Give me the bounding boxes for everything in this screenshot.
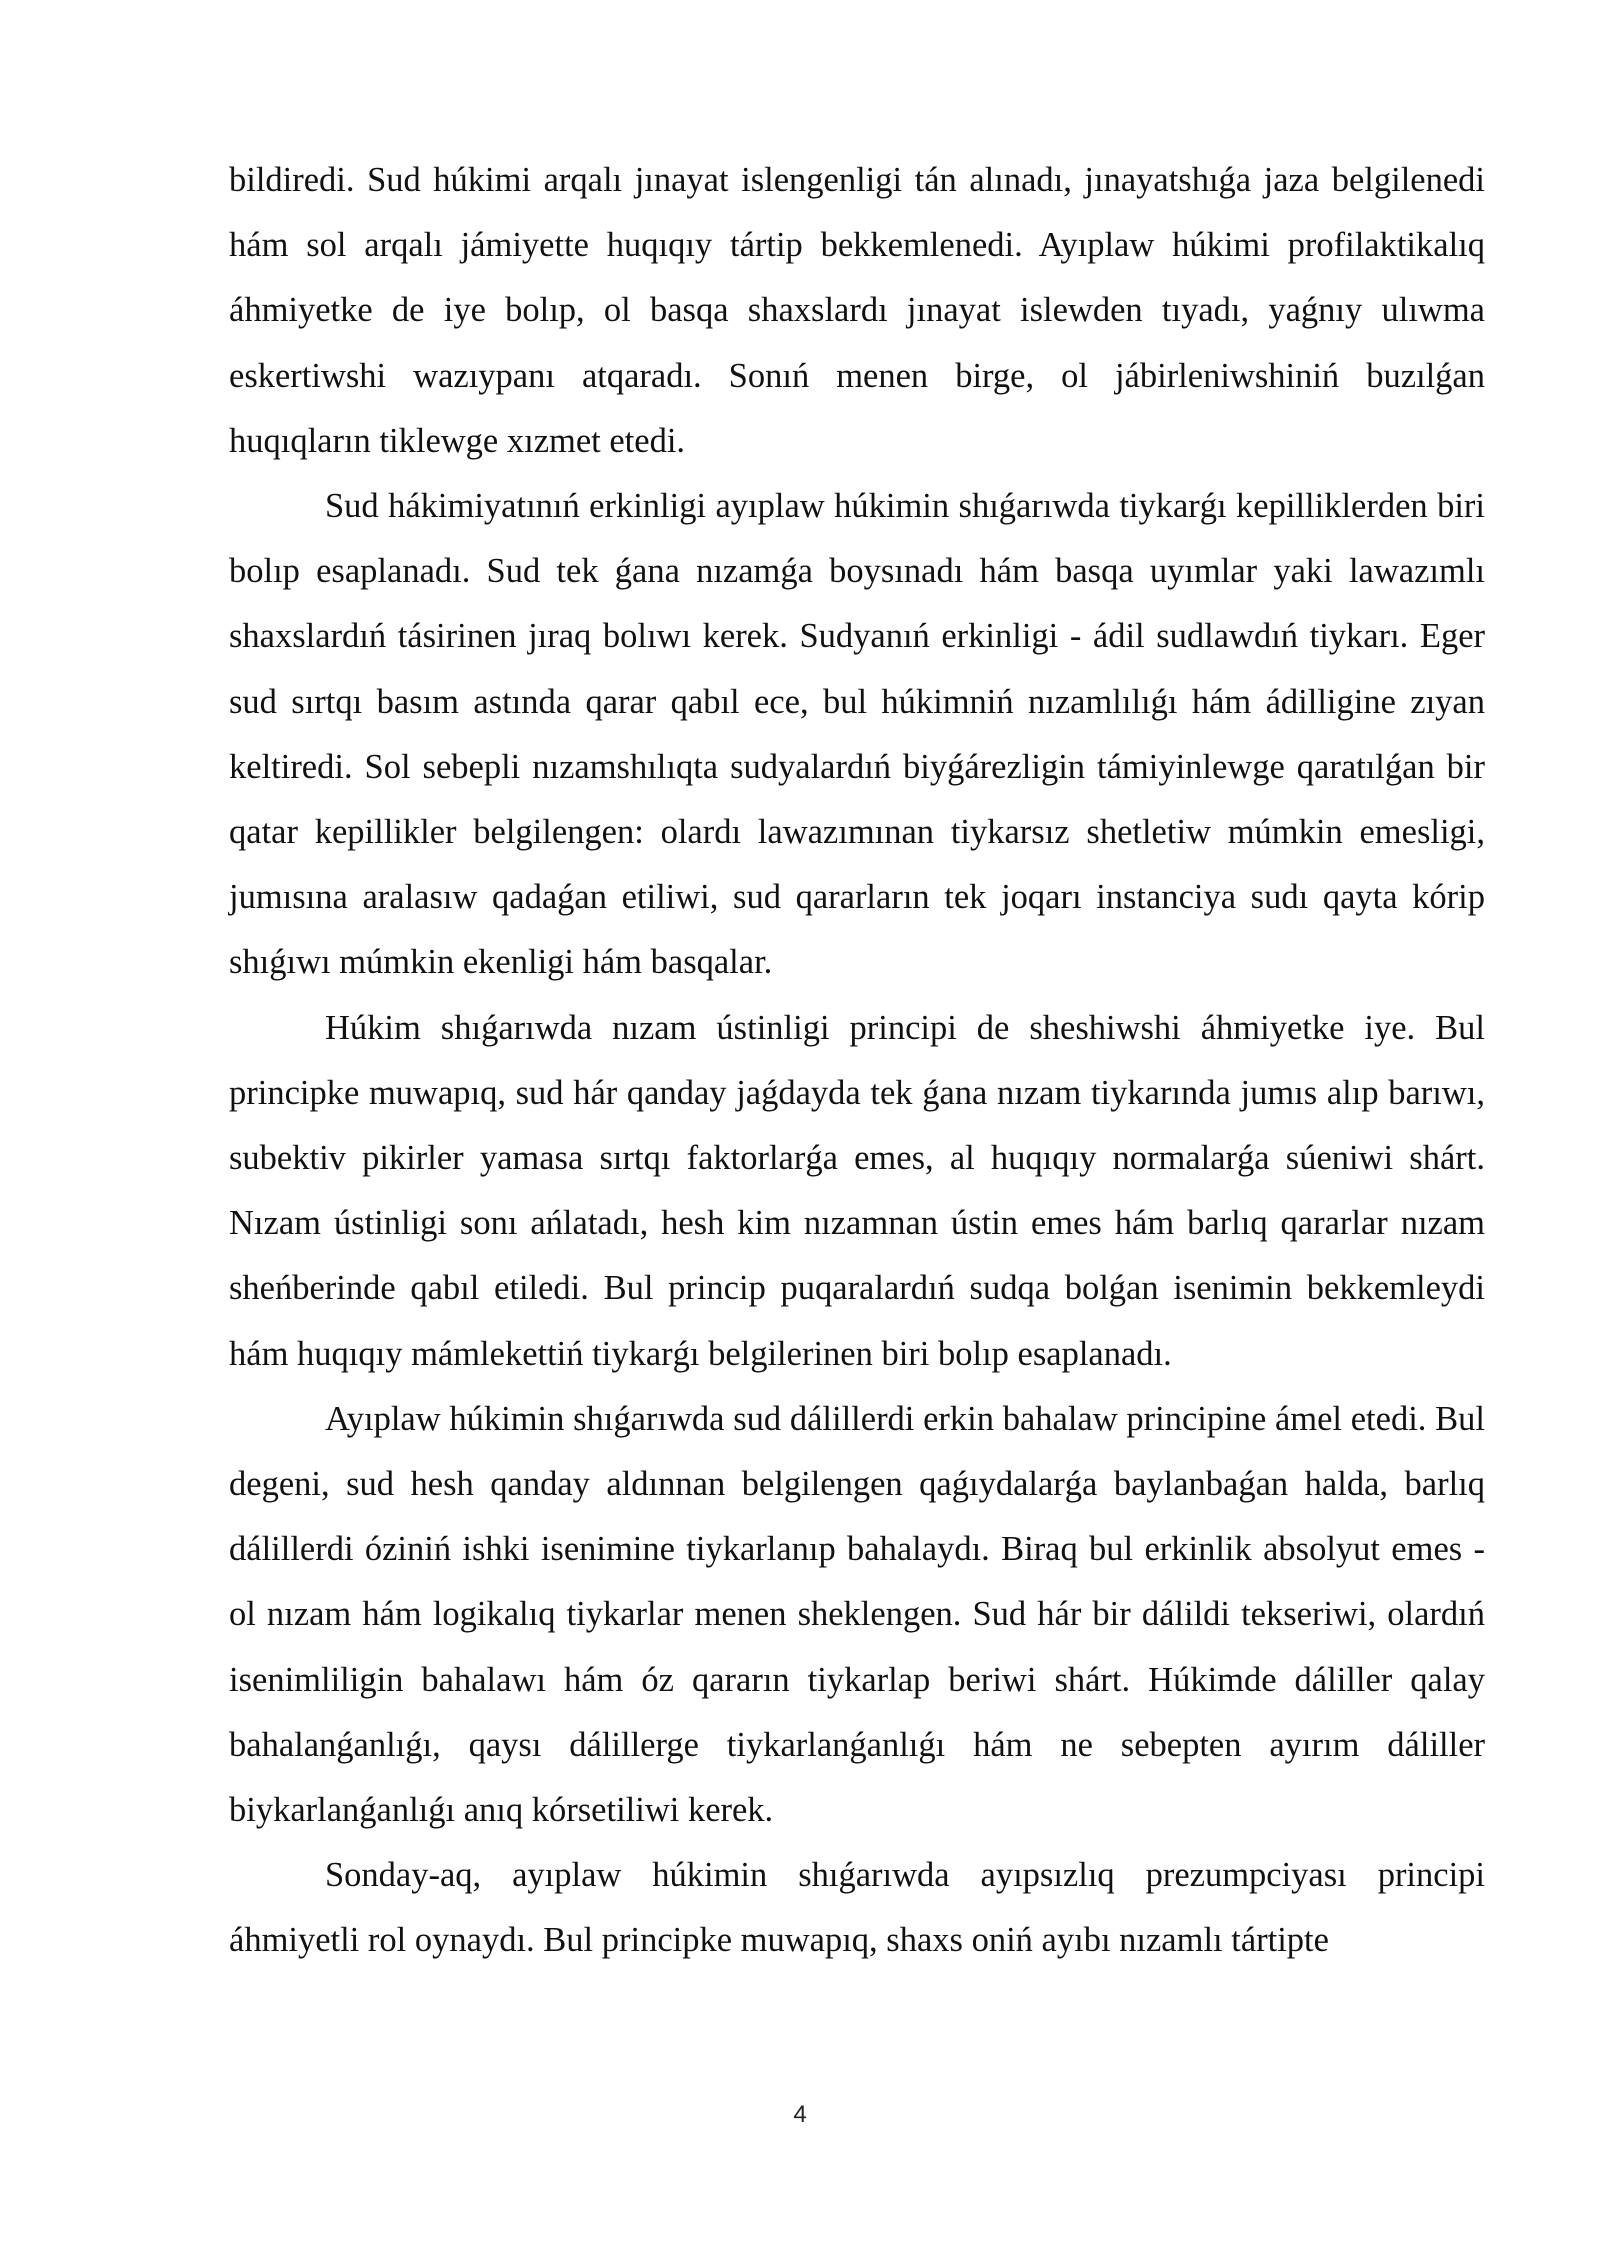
paragraph-presumption-of-innocence: Sonday-aq, ayıplaw húkimin shıǵarıwda ayıpsızlıq prezumpciyası principi áhmiyetli rol oynaydı. Bul principke muwapıq, shaxs oniń ayıbı nızamlı tártipte xyxy=(229,1856,1485,1960)
paragraph-judicial-independence: Sud hákimiyatınıń erkinligi ayıplaw húkimin shıǵarıwda tiykarǵı kepilliklerden biri bolıp esaplanadı. Sud tek ǵana nızamǵa boysınadı hám basqa uyımlar yaki lawazımlı shaxslardıń tásirinen jıraq bolıwı kerek. Sudyanıń erkinligi - ádil sudlawdıń tiykarı. Eger sud sırtqı basım astında qarar qabıl ece, bul húkimniń nızamlılıǵı hám ádilligine zıyan keltiredi. Sol sebepli nızamshılıqta sudyalardıń biyǵárezligin támiyinlewge qaratılǵan bir qatar kepillikler belgilengen: olardı lawazımınan tiykarsız shetletiw múmkin emesligi, jumısına aralasıw qadaǵan etiliwi, sud qararların tek joqarı instanciya sudı qayta kórip shıǵıwı múmkin ekenligi hám basqalar. xyxy=(229,487,1485,982)
paragraph-rule-of-law: Húkim shıǵarıwda nızam ústinligi principi de sheshiwshi áhmiyetke iye. Bul principke muwapıq, sud hár qanday jaǵdayda tek ǵana nızam tiykarında jumıs alıp barıwı, subektiv pikirler yamasa sırtqı faktorlarǵa emes, al huqıqıy normalarǵa súeniwi shárt. Nızam ústinligi sonı ańlatadı, hesh kim nızamnan ústin emes hám barlıq qararlar nızam sheńberinde qabıl etiledi. Bul princip puqaralardıń sudqa bolǵan isenimin bekkemleydi hám huqıqıy mámlekettiń tiykarǵı belgilerinen biri bolıp esaplanadı. xyxy=(229,1008,1485,1373)
paragraph-evidence-evaluation: Ayıplaw húkimin shıǵarıwda sud dálillerdi erkin bahalaw principine ámel etedi. Bul degeni, sud hesh qanday aldınnan belgilengen qaǵıydalarǵa baylanbaǵan halda, barlıq dálillerdi óziniń ishki isenimine tiykarlanıp bahalaydı. Biraq bul erkinlik absolyut emes - ol nızam hám logikalıq tiykarlar menen sheklengen. Sud hár bir dálildi tekseriwi, olardıń isenimliligin bahalawı hám óz qararın tiykarlap beriwi shárt. Húkimde dáliller qalay bahalanǵanlıǵı, qaysı dálillerge tiykarlanǵanlıǵı hám ne sebepten ayırım dáliller biykarlanǵanlıǵı anıq kórsetiliwi kerek. xyxy=(229,1399,1485,1830)
page-number: 4 xyxy=(793,2101,807,2128)
body-text xyxy=(229,148,1485,1974)
paragraph-continuation: bildiredi. Sud húkimi arqalı jınayat islengenligi tán alınadı, jınayatshıǵa jaza belgilenedi hám sol arqalı jámiyette huqıqıy tártip bekkemlenedi. Ayıplaw húkimi profilaktikalıq áhmiyetke de iye bolıp, ol basqa shaxslardı jınayat islewden tıyadı, yaǵnıy ulıwma eskertiwshi wazıypanı atqaradı. Sonıń menen birge, ol jábirleniwshiniń buzılǵan huqıqların tiklewge xızmet etedi. xyxy=(229,161,1485,460)
